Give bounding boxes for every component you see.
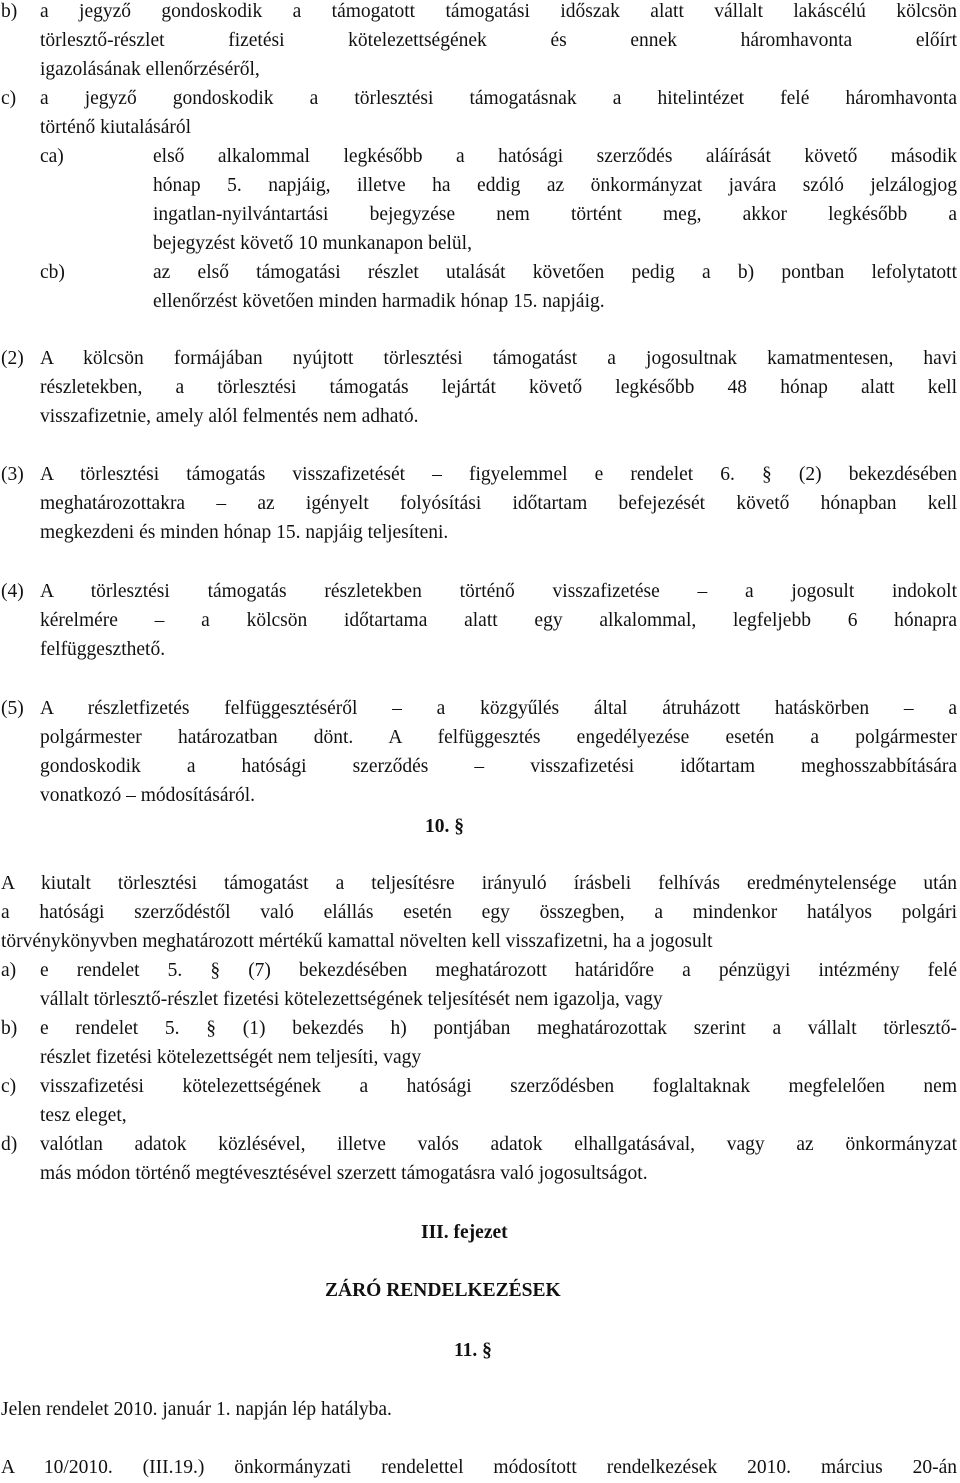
para-label-5: (5) (1, 698, 24, 719)
s10-item-a-line-2: vállalt törlesztő-részlet fizetési kötelezettségének teljesítését nem igazolja, vagy (40, 989, 663, 1010)
section-11-heading: 11. § (454, 1340, 492, 1361)
s10-item-label-c: c) (1, 1076, 17, 1097)
para-5-line-4: vonatkozó – módosításáról. (40, 785, 256, 806)
item-label-b: b) (1, 1, 18, 22)
chapter-title: III. fejezet (421, 1222, 508, 1243)
section-10-line-1: A kiutalt törlesztési támogatást a teljesítésre irányuló írásbeli felhívás eredménytelensége után (1, 873, 957, 894)
s10-item-label-b: b) (1, 1018, 18, 1039)
para-label-2: (2) (1, 348, 24, 369)
para-4-line-2: kérelmére – a kölcsön időtartama alatt egy alkalommal, legfeljebb 6 hónapra (40, 610, 957, 631)
para-3-line-2: meghatározottakra – az igényelt folyósítási időtartam befejezését követő hónapban kell (40, 493, 957, 514)
chapter-subtitle: ZÁRÓ RENDELKEZÉSEK (325, 1280, 561, 1301)
s10-item-c-line-1: visszafizetési kötelezettségének a hatósági szerződésben foglaltaknak megfelelően nem (40, 1076, 957, 1097)
para-5-line-3: gondoskodik a hatósági szerződés – visszafizetési időtartam meghosszabbítására (40, 756, 957, 777)
closing-line-2: A 10/2010. (III.19.) önkormányzati rendelettel módosított rendelkezések 2010. március 20-án (1, 1457, 957, 1478)
s10-item-b-line-1: e rendelet 5. § (1) bekezdés h) pontjában meghatározottak szerint a vállalt törlesztő- (40, 1018, 957, 1039)
para-3-line-1: A törlesztési támogatás visszafizetését – figyelemmel e rendelet 6. § (2) bekezdésében (40, 464, 957, 485)
item-label-ca: ca) (40, 146, 64, 167)
para-2-line-3: visszafizetnie, amely alól felmentés nem adható. (40, 406, 419, 427)
para-5-line-1: A részletfizetés felfüggesztéséről – a közgyűlés által átruházott hatáskörben – a (40, 698, 957, 719)
para-3-line-3: megkezdeni és minden hónap 15. napjáig teljesíteni. (40, 522, 449, 543)
section-10-line-2: a hatósági szerződéstől való elállás esetén egy összegben, a mindenkor hatályos polgári (1, 902, 957, 923)
item-b-line-1: a jegyző gondoskodik a támogatott támogatási időszak alatt vállalt lakáscélú kölcsön (40, 1, 957, 22)
item-b-line-3: igazolásának ellenőrzéséről, (40, 59, 260, 80)
item-b-line-2: törlesztő-részlet fizetési kötelezettségének és ennek háromhavonta előírt (40, 30, 957, 51)
section-10-heading: 10. § (425, 816, 464, 837)
para-label-3: (3) (1, 464, 24, 485)
s10-item-d-line-2: más módon történő megtévesztésével szerzett támogatásra való jogosultságot. (40, 1163, 648, 1184)
item-c-line-1: a jegyző gondoskodik a törlesztési támogatásnak a hitelintézet felé háromhavonta (40, 88, 957, 109)
item-ca-line-3: ingatlan-nyilvántartási bejegyzése nem történt meg, akkor legkésőbb a (153, 204, 957, 225)
s10-item-label-a: a) (1, 960, 17, 981)
item-label-c: c) (1, 88, 17, 109)
para-label-4: (4) (1, 581, 24, 602)
section-10-line-3: törvénykönyvben meghatározott mértékű kamattal növelten kell visszafizetni, ha a jogosult (1, 931, 713, 952)
item-c-line-2: történő kiutalásáról (40, 117, 192, 138)
para-2-line-1: A kölcsön formájában nyújtott törlesztési támogatást a jogosultnak kamatmentesen, havi (40, 348, 957, 369)
s10-item-label-d: d) (1, 1134, 18, 1155)
item-ca-line-4: bejegyzést követő 10 munkanapon belül, (153, 233, 472, 254)
item-ca-line-1: első alkalommal legkésőbb a hatósági szerződés aláírását követő második (153, 146, 957, 167)
item-cb-line-1: az első támogatási részlet utalását követően pedig a b) pontban lefolytatott (153, 262, 957, 283)
para-5-line-2: polgármester határozatban dönt. A felfüggesztés engedélyezése esetén a polgármester (40, 727, 957, 748)
s10-item-d-line-1: valótlan adatok közlésével, illetve valós adatok elhallgatásával, vagy az önkormányzat (40, 1134, 957, 1155)
s10-item-a-line-1: e rendelet 5. § (7) bekezdésében meghatározott határidőre a pénzügyi intézmény felé (40, 960, 957, 981)
s10-item-c-line-2: tesz eleget, (40, 1105, 127, 1126)
item-cb-line-2: ellenőrzést követően minden harmadik hónap 15. napjáig. (153, 291, 605, 312)
item-ca-line-2: hónap 5. napjáig, illetve ha eddig az önkormányzat javára szóló jelzálogjog (153, 175, 957, 196)
para-2-line-2: részletekben, a törlesztési támogatás lejártát követő legkésőbb 48 hónap alatt kell (40, 377, 957, 398)
s10-item-b-line-2: részlet fizetési kötelezettségét nem teljesíti, vagy (40, 1047, 422, 1068)
para-4-line-1: A törlesztési támogatás részletekben történő visszafizetése – a jogosult indokolt (40, 581, 957, 602)
para-4-line-3: felfüggeszthető. (40, 639, 166, 660)
closing-line-1: Jelen rendelet 2010. január 1. napján lép hatályba. (1, 1399, 392, 1420)
item-label-cb: cb) (40, 262, 65, 283)
